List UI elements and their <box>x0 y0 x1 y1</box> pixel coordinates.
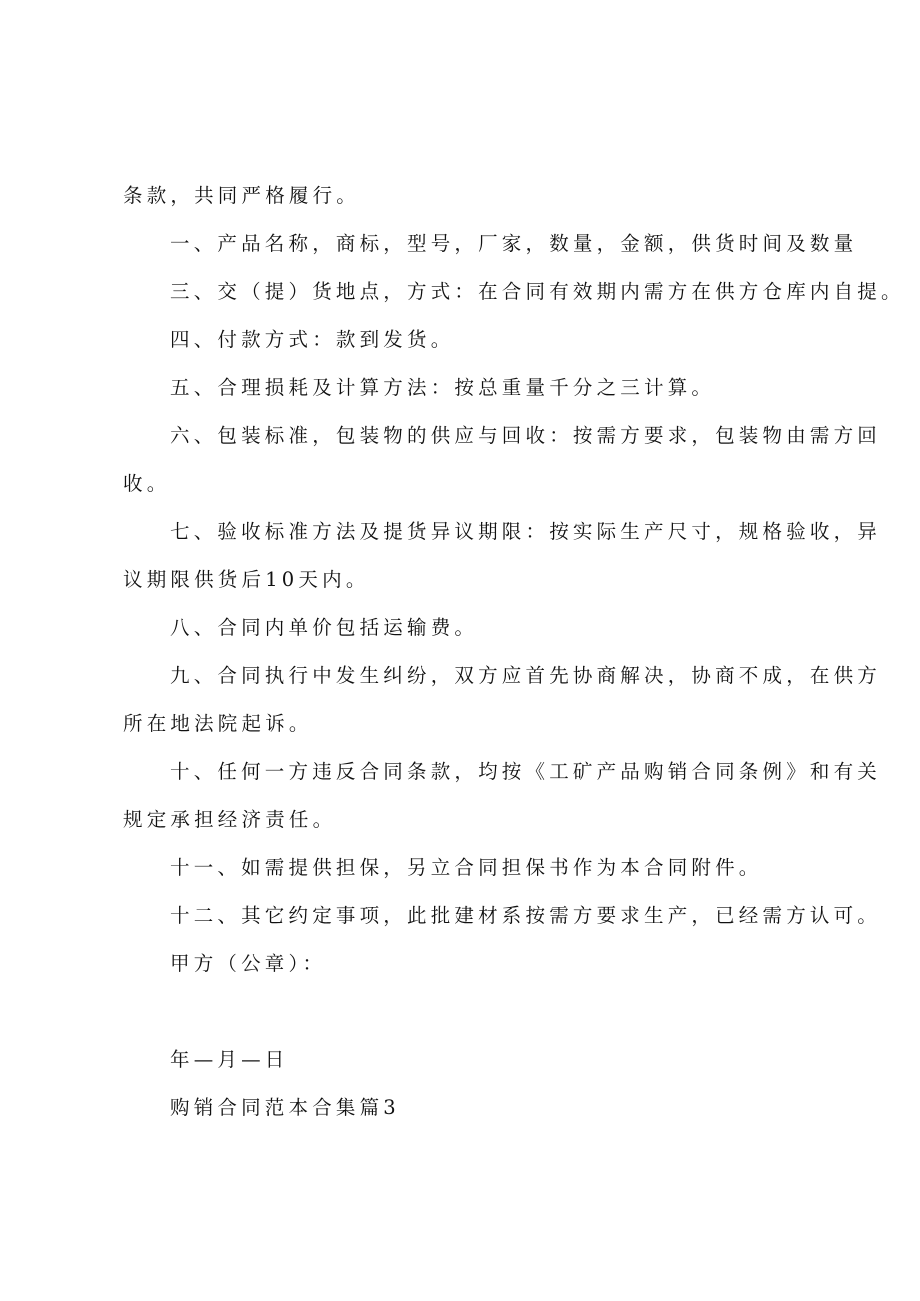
blank-gap <box>123 988 823 1036</box>
paragraph-line: 九、合同执行中发生纠纷，双方应首先协商解决，协商不成，在供方 <box>170 664 882 687</box>
paragraph-line: 年—月—日 <box>170 1048 289 1071</box>
paragraph-line: 三、交（提）货地点，方式：在合同有效期内需方在供方仓库内自提。 <box>170 280 905 303</box>
paragraph-line: 议期限供货后10天内。 <box>123 568 370 591</box>
paragraph-clause-7 <box>123 508 882 604</box>
paragraph-line: 所在地法院起诉。 <box>123 712 313 735</box>
paragraph-clause-5 <box>123 364 823 412</box>
paragraph-line: 购销合同范本合集篇3 <box>170 1096 400 1119</box>
paragraph-clause-12 <box>123 892 882 940</box>
paragraph-line: 八、合同内单价包括运输费。 <box>170 616 479 639</box>
paragraph-clause-3 <box>123 268 905 316</box>
paragraph-line: 十一、如需提供担保，另立合同担保书作为本合同附件。 <box>170 856 763 879</box>
paragraph-clause-8 <box>123 604 823 652</box>
paragraph-line: 五、合理损耗及计算方法：按总重量千分之三计算。 <box>170 376 716 399</box>
paragraph-line: 四、付款方式：款到发货。 <box>170 328 455 351</box>
paragraph-line: 收。 <box>123 472 171 495</box>
next-section-heading <box>123 1084 823 1132</box>
paragraph-line: 条款，共同严格履行。 <box>123 184 361 207</box>
paragraph-line: 甲方（公章）： <box>170 952 327 975</box>
document-body <box>123 172 905 1132</box>
paragraph-clause-11 <box>123 844 823 892</box>
paragraph-line: 十、任何一方违反合同条款，均按《工矿产品购销合同条例》和有关 <box>170 760 882 783</box>
paragraph-line: 七、验收标准方法及提货异议期限：按实际生产尺寸，规格验收，异 <box>170 520 882 543</box>
paragraph-line: 规定承担经济责任。 <box>123 808 337 831</box>
paragraph-clause-4 <box>123 316 823 364</box>
paragraph-clause-intro <box>123 172 823 220</box>
paragraph-clause-1 <box>123 220 858 268</box>
paragraph-clause-6 <box>123 412 882 508</box>
party-a-seal-line <box>123 940 823 988</box>
paragraph-line: 六、包装标准，包装物的供应与回收：按需方要求，包装物由需方回 <box>170 424 882 447</box>
date-line <box>123 1036 823 1084</box>
paragraph-line: 一、产品名称，商标，型号，厂家，数量，金额，供货时间及数量 <box>170 232 858 255</box>
paragraph-clause-10 <box>123 748 882 844</box>
paragraph-line: 十二、其它约定事项，此批建材系按需方要求生产，已经需方认可。 <box>170 904 882 927</box>
paragraph-clause-9 <box>123 652 882 748</box>
